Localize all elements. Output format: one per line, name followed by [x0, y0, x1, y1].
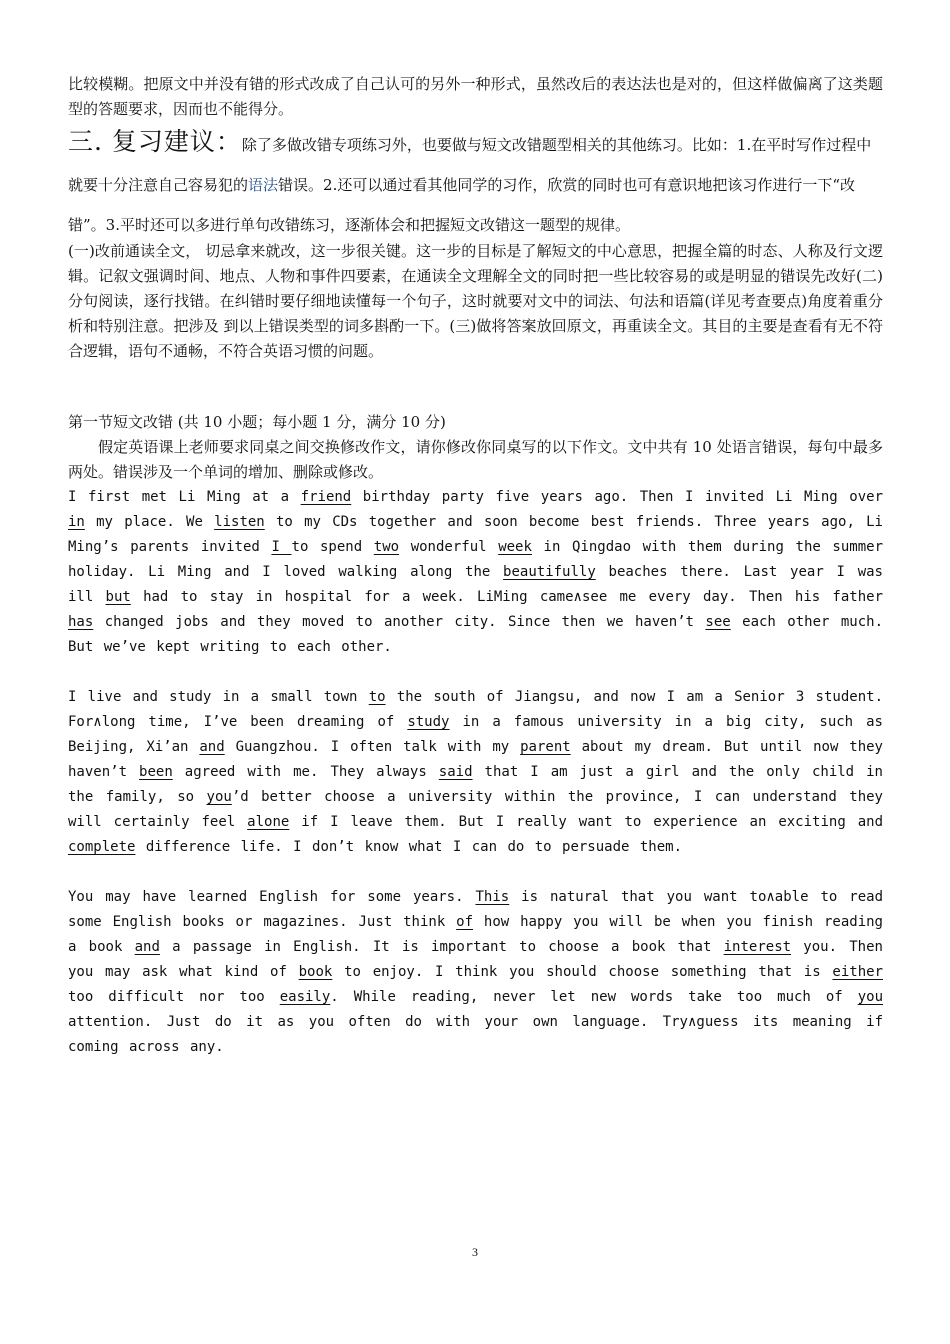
review-text-1: 除了多做改错专项练习外，也要做与短文改错题型相关的其他练习。比如：1.在平时写作过程中就要十分注意自己容易犯的 [68, 136, 872, 194]
marked-word: either [832, 964, 883, 980]
marked-word: study [407, 714, 450, 730]
passage-2 [68, 685, 883, 860]
passage-text: had to stay in hospital for a week. LiMing came∧see me every day. Then his father [130, 589, 883, 605]
marked-word: said [438, 764, 473, 780]
passage-text: if I leave them. But I really want to experience an exciting and [289, 814, 883, 830]
marked-word: two [373, 539, 400, 555]
passage-text: how happy you will be when you finish reading a book [68, 914, 883, 955]
marked-word: book [298, 964, 333, 980]
marked-word: I [271, 539, 292, 555]
marked-word: parent [520, 739, 571, 755]
passage-text: beaches there. Last year I was ill [68, 564, 883, 605]
passage-text: in Qingdao with them during the summer holiday. Li Ming and I loved walking along the [68, 539, 883, 580]
passage-text: you. Then you may ask what kind of [68, 939, 883, 980]
marked-word: listen [214, 514, 265, 530]
passage-text: difference life. I don’t know what I can do to persuade them. [135, 839, 683, 855]
passage-text: changed jobs and they moved to another city. Since then we haven’t [93, 614, 706, 630]
passage-text: birthday party five years ago. Then I invited Li Ming over [351, 489, 883, 505]
marked-word: in [68, 514, 85, 530]
marked-word: beautifully [503, 564, 596, 580]
passage-text: is natural that you want to∧able to read some English books or magazines. Just think [68, 889, 883, 930]
passage-3 [68, 885, 883, 1060]
passage-text: agreed with me. They always [172, 764, 439, 780]
review-paragraph [68, 122, 883, 245]
section-title: 第一节短文改错 (共 10 小题；每小题 1 分，满分 10 分) [68, 413, 446, 431]
marked-word: but [105, 589, 131, 605]
marked-word: alone [247, 814, 290, 830]
passage-text: about my dream. But until now they haven’t [68, 739, 883, 780]
passage-text: the south of Jiangsu, and now I am a Senior 3 student. For∧long time, I’ve been dreaming of [68, 689, 883, 730]
page-number: 3 [472, 1245, 478, 1259]
marked-word: has [68, 614, 94, 630]
marked-word: to [368, 689, 386, 705]
grammar-link[interactable]: 语法 [248, 176, 279, 194]
passage-text: to spend [291, 539, 374, 555]
marked-word: you [857, 989, 884, 1005]
marked-word: you [206, 789, 232, 805]
passage-text: my place. We [84, 514, 215, 530]
passage-text: too difficult nor too [68, 989, 280, 1005]
marked-word: and [199, 739, 225, 755]
passage-text: Guangzhou. I often talk with my [224, 739, 521, 755]
passage-1 [68, 485, 883, 660]
marked-word: week [498, 539, 532, 555]
passage-text: I live and study in a small town [68, 689, 369, 705]
review-steps: (一)改前通读全文， 切忌拿来就改，这一步很关键。这一步的目标是了解短文的中心意思，把握全篇的时态、人称及行文逻辑。记叙文强调时间、地点、人物和事件四要素，在通读全文理解全文的同时把一些比较容易的或是明显的错误先改好(二)分句阅读，逐行找错。在纠错时要仔细地读懂每一个句子，这时就要对文中的词法、句法和语篇(详见考查要点)角度着重分析和特别注意。把涉及 到以上错误类型的词多斟酌一下。(三)做将答案放回原文，再重读全文。其目的主要是查看有无不符合逻辑，语句不通畅，不符合英语习惯的问题。 [68, 242, 883, 360]
marked-word: friend [300, 489, 352, 505]
passage-text: You may have learned English for some years. [68, 889, 476, 905]
marked-word: This [475, 889, 510, 905]
passage-text: to my CDs together and soon become best friends. Three years ago, Li Ming’s parents invited [68, 514, 883, 555]
passage-text: attention. Just do it as you often do with your own language. Try∧guess its meaning if coming across any. [68, 1014, 883, 1055]
page-content [68, 72, 883, 1060]
section-instructions: 假定英语课上老师要求同桌之间交换修改作文，请你修改你同桌写的以下作文。文中共有 10 处语言错误，每句中最多两处。错误涉及一个单词的增加、删除或修改。 [68, 438, 883, 481]
marked-word: been [139, 764, 173, 780]
intro-paragraph: 比较模糊。把原文中并没有错的形式改成了自己认可的另外一种形式，虽然改后的表达法也是对的，但这样做偏离了这类题型的答题要求，因而也不能得分。 [68, 75, 883, 118]
passage-text: each other much. But we’ve kept writing to each other. [68, 614, 883, 655]
marked-word: see [705, 614, 731, 630]
review-text-2: 错误。2.还可以通过看其他同学的习作，欣赏的同时也可有意识地把该习作进行一下“改错”。3.平时还可以多进行单句改错练习，逐渐体会和把握短文改错这一题型的规律。 [68, 176, 856, 234]
review-heading: 三. 复习建议： [68, 127, 242, 156]
passage-text: ’d better choose a university within the province, I can understand they will certainly feel [68, 789, 883, 830]
passage-text: wonderful [399, 539, 499, 555]
passage-text: in a famous university in a big city, such as Beijing, Xi’an [68, 714, 883, 755]
marked-word: and [134, 939, 160, 955]
marked-word: easily [279, 989, 331, 1005]
marked-word: interest [723, 939, 792, 955]
passage-text: . While reading, never let new words take too much of [330, 989, 858, 1005]
passage-text: to enjoy. I think you should choose something that is [332, 964, 833, 980]
passage-text: I first met Li Ming at a [68, 489, 301, 505]
marked-word: of [456, 914, 474, 930]
passage-text: that I am just a girl and the only child in the family, so [68, 764, 883, 805]
marked-word: complete [68, 839, 136, 855]
passage-text: a passage in English. It is important to choose a book that [159, 939, 724, 955]
